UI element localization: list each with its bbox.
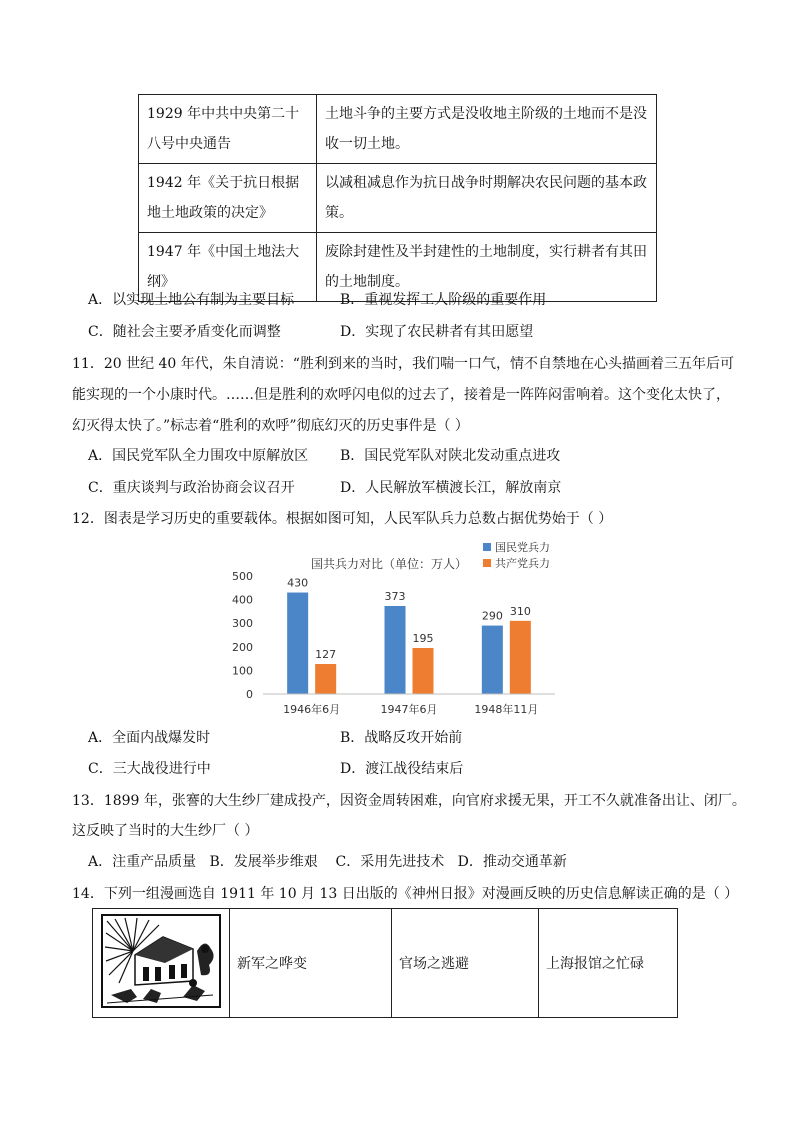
y-tick-label: 0	[246, 688, 253, 701]
q11-option-b[interactable]: B．国民党军队对陕北发动重点进攻	[340, 448, 561, 464]
q10-option-d[interactable]: D．实现了农民耕者有其田愿望	[340, 324, 534, 340]
table-cell-source: 1947 年《中国土地法大纲》	[139, 233, 317, 302]
q12-option-a[interactable]: A．全面内战爆发时	[88, 730, 211, 746]
table-cell-content: 土地斗争的主要方式是没收地主阶级的土地而不是没收一切土地。	[317, 95, 657, 164]
policy-table	[138, 94, 657, 302]
legend-label-kmt: 国民党兵力	[495, 541, 550, 554]
chart-title: 国共兵力对比（单位：万人）	[311, 557, 468, 571]
legend-swatch-kmt	[483, 543, 491, 551]
y-tick-label: 300	[232, 617, 253, 631]
q13-stem-line-1: 13．1899 年，张謇的大生纱厂建成投产，因资金周转困难，向官府求援无果，开工不久就准备出让、闭厂。	[72, 793, 746, 809]
q13-options[interactable]: A．注重产品质量 B．发展举步维艰 C．采用先进技术 D．推动交通革新	[88, 854, 567, 870]
q13-stem-line-2: 这反映了当时的大生纱厂（ ）	[72, 823, 259, 839]
q11-option-c[interactable]: C．重庆谈判与政治协商会议召开	[88, 480, 295, 496]
q14-stem: 14．下列一组漫画选自 1911 年 10 月 13 日出版的《神州日报》对漫画反映的历史信息解读正确的是（ ）	[72, 886, 739, 902]
comic-image-cell	[93, 909, 230, 1018]
bar-value-label: 430	[287, 576, 309, 590]
q11-stem-line-2: 能实现的一个小康时代。……但是胜利的欢呼闪电似的过去了，接着是一阵阵闷雷响着。这个变化太快了，	[72, 387, 730, 403]
q12-option-b[interactable]: B．战略反攻开始前	[340, 730, 463, 746]
table-cell-source: 1929 年中共中央第二十八号中央通告	[139, 95, 317, 164]
q10-option-b[interactable]: B．重视发挥工人阶级的重要作用	[340, 292, 547, 308]
bar-value-label: 310	[509, 604, 531, 618]
x-tick-label: 1948年11月	[474, 703, 539, 716]
chart-svg	[225, 540, 570, 720]
table-row	[93, 909, 678, 1018]
table-cell-content: 以减租减息作为抗日战争时期解决农民问题的基本政策。	[317, 164, 657, 233]
comic-caption-cell: 新军之哗变	[230, 909, 392, 1018]
table-cell-source: 1942 年《关于抗日根据地土地政策的决定》	[139, 164, 317, 233]
q10-option-a[interactable]: A．以实现土地公有制为主要目标	[88, 292, 295, 308]
q11-option-d[interactable]: D．人民解放军横渡长江，解放南京	[340, 480, 562, 496]
table-row	[139, 164, 657, 233]
comic-illustration	[93, 909, 229, 1013]
table-cell-content: 废除封建性及半封建性的土地制度，实行耕者有其田的土地制度。	[317, 233, 657, 302]
bar-ccp	[510, 621, 531, 694]
bar-value-label: 290	[481, 609, 503, 623]
q10-option-c[interactable]: C．随社会主要矛盾变化而调整	[88, 324, 281, 340]
bar-ccp	[413, 648, 434, 694]
comic-caption-cell: 上海报馆之忙碌	[539, 909, 678, 1018]
legend-label-ccp: 共产党兵力	[495, 557, 550, 570]
bar-value-label: 373	[384, 589, 406, 603]
y-tick-label: 200	[232, 640, 253, 654]
bar-kmt	[482, 626, 503, 694]
legend-swatch-ccp	[483, 559, 491, 567]
q12-stem: 12．图表是学习历史的重要载体。根据如图可知，人民军队兵力总数占据优势始于（ ）	[72, 511, 613, 527]
y-tick-label: 400	[232, 593, 253, 607]
y-tick-label: 100	[232, 664, 253, 678]
q12-option-c[interactable]: C．三大战役进行中	[88, 761, 211, 777]
q11-option-a[interactable]: A．国民党军队全力围攻中原解放区	[88, 448, 309, 464]
bar-ccp	[315, 664, 336, 694]
comic-table	[92, 908, 678, 1018]
q11-stem-line-1: 11．20 世纪 40 年代，朱自清说：“胜利到来的当时，我们喘一口气，情不自禁地在心头描画着三五年后可	[72, 356, 734, 372]
bar-kmt	[385, 606, 406, 694]
chart-legend	[483, 540, 550, 570]
x-axis-labels	[283, 702, 538, 716]
q11-stem-line-3: 幻灭得太快了。”标志着“胜利的欢呼”彻底幻灭的历史事件是（ ）	[72, 418, 469, 434]
bar-value-label: 127	[315, 648, 337, 662]
bar-value-label: 195	[412, 631, 434, 645]
force-comparison-chart	[225, 540, 570, 720]
bar-kmt	[287, 593, 308, 694]
comic-caption-cell: 官场之逃避	[392, 909, 539, 1018]
y-tick-label: 500	[232, 570, 253, 583]
chart-bars	[287, 577, 531, 694]
x-tick-label: 1946年6月	[283, 703, 341, 716]
q12-option-d[interactable]: D．渡江战役结束后	[340, 761, 464, 777]
y-axis-ticks	[232, 570, 253, 701]
x-tick-label: 1947年6月	[380, 703, 438, 716]
table-row	[139, 95, 657, 164]
